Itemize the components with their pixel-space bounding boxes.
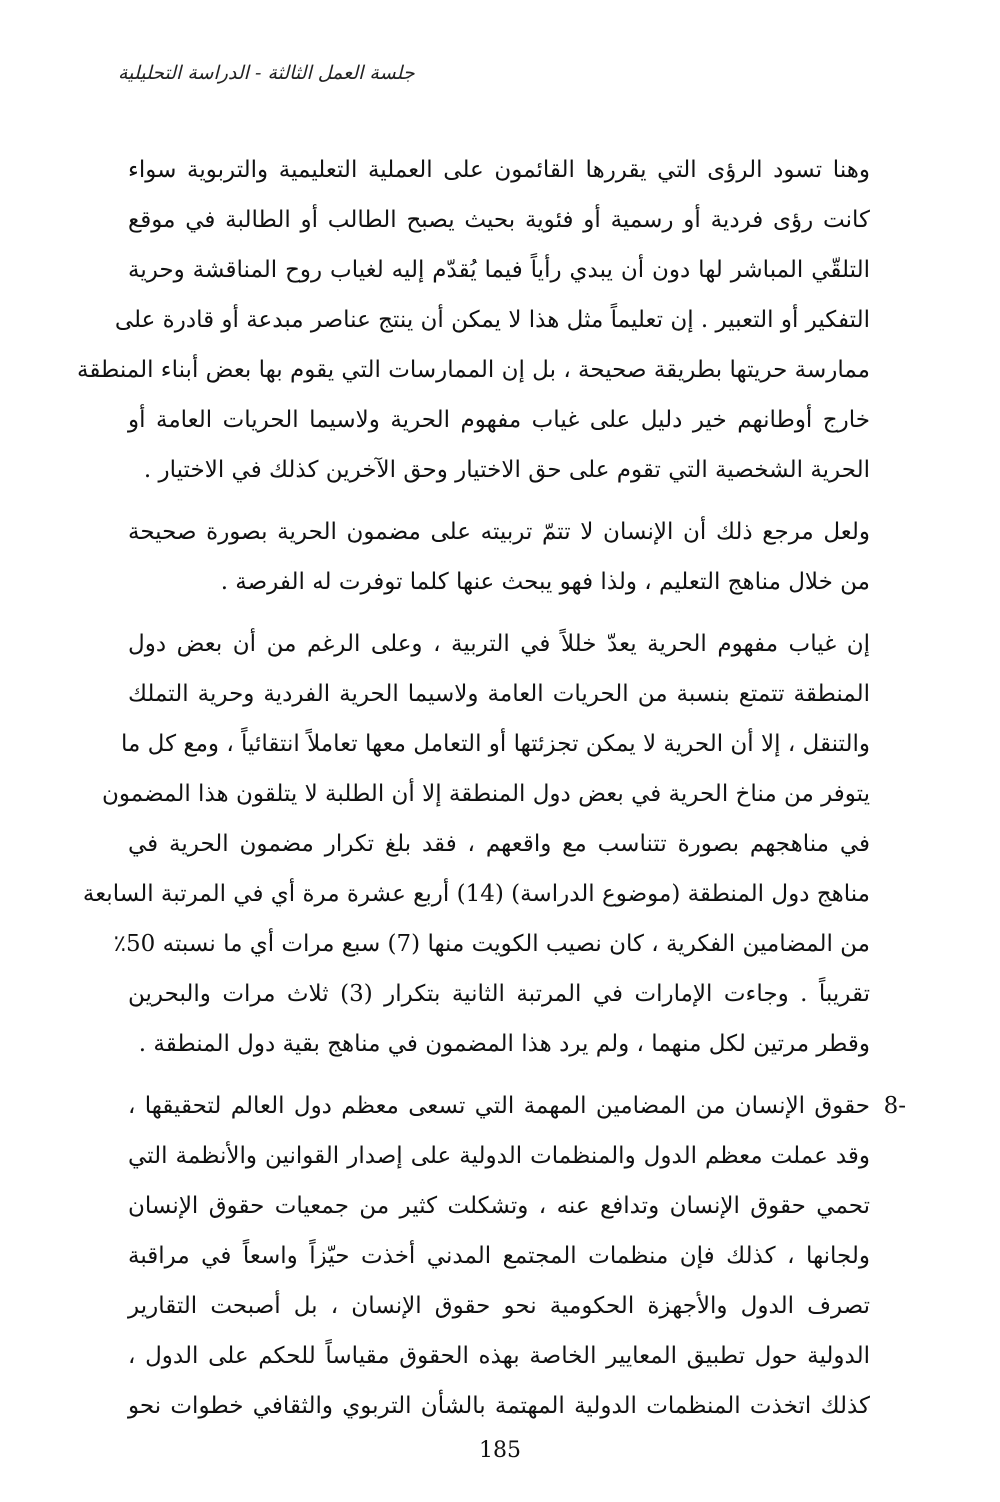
- text-line: إن غياب مفهوم الحرية يعدّ خللاً في التربية ، وعلى الرغم من أن بعض دول: [128, 631, 870, 657]
- text-line: من خلال مناهج التعليم ، ولذا فهو يبحث عنها كلما توفرت له الفرصة .: [220, 569, 870, 595]
- item-number: -8: [883, 1093, 906, 1119]
- text-line: في مناهجهم بصورة تتناسب مع واقعهم ، فقد بلغ تكرار مضمون الحرية في: [128, 831, 870, 857]
- text-line: من المضامين الفكرية ، كان نصيب الكويت منها (7) سبع مرات أي ما نسبته 50٪: [113, 931, 870, 957]
- text-line: كذلك اتخذت المنظمات الدولية المهتمة بالشأن التربوي والثقافي خطوات نحو: [128, 1393, 870, 1419]
- text-line: ولعل مرجع ذلك أن الإنسان لا تتمّ تربيته على مضمون الحرية بصورة صحيحة: [128, 519, 870, 545]
- text-line: تصرف الدول والأجهزة الحكومية نحو حقوق الإنسان ، بل أصبحت التقارير: [128, 1293, 870, 1319]
- text-line: تحمي حقوق الإنسان وتدافع عنه ، وتشكلت كثير من جمعيات حقوق الإنسان: [128, 1193, 870, 1219]
- body-text: [77, 145, 906, 1431]
- text-line: كانت رؤى فردية أو رسمية أو فئوية بحيث يصبح الطالب أو الطالبة في موقع: [128, 207, 870, 233]
- text-line: مناهج دول المنطقة (موضوع الدراسة) (14) أربع عشرة مرة أي في المرتبة السابعة: [82, 881, 870, 907]
- text-line: تقريباً . وجاءت الإمارات في المرتبة الثانية بتكرار (3) ثلاث مرات والبحرين: [128, 981, 870, 1007]
- paragraph-2: [128, 507, 870, 607]
- text-line: ولجانها ، كذلك فإن منظمات المجتمع المدني أخذت حيّزاً واسعاً في مراقبة: [128, 1243, 870, 1269]
- text-line: التفكير أو التعبير . إن تعليماً مثل هذا لا يمكن أن ينتج عناصر مبدعة أو قادرة على: [114, 307, 870, 333]
- text-line: وقطر مرتين لكل منهما ، ولم يرد هذا المضمون في مناهج بقية دول المنطقة .: [138, 1031, 870, 1057]
- text-line: والتنقل ، إلا أن الحرية لا يمكن تجزئتها أو التعامل معها تعاملاً انتقائياً ، ومع كل ما: [121, 731, 870, 757]
- text-line: وقد عملت معظم الدول والمنظمات الدولية على إصدار القوانين والأنظمة التي: [128, 1143, 870, 1169]
- paragraph-3: [82, 619, 870, 1069]
- text-line: وهنا تسود الرؤى التي يقررها القائمون على العملية التعليمية والتربوية سواء: [128, 157, 870, 183]
- paragraph-1: [77, 145, 870, 495]
- running-header: جلسة العمل الثالثة - الدراسة التحليلية: [118, 62, 415, 84]
- text-line: الحرية الشخصية التي تقوم على حق الاختيار وحق الآخرين كذلك في الاختيار .: [143, 457, 870, 483]
- text-line: ممارسة حريتها بطريقة صحيحة ، بل إن الممارسات التي يقوم بها بعض أبناء المنطقة: [77, 357, 870, 383]
- text-line: المنطقة تتمتع بنسبة من الحريات العامة ولاسيما الحرية الفردية وحرية التملك: [128, 681, 870, 707]
- text-line: خارج أوطانهم خير دليل على غياب مفهوم الحرية ولاسيما الحريات العامة أو: [128, 407, 870, 433]
- page-number: 185: [479, 1438, 521, 1463]
- text-line: الدولية حول تطبيق المعايير الخاصة بهذه الحقوق مقياساً للحكم على الدول ،: [128, 1343, 870, 1369]
- numbered-item-8: [128, 1081, 906, 1431]
- text-line: يتوفر من مناخ الحرية في بعض دول المنطقة إلا أن الطلبة لا يتلقون هذا المضمون: [102, 781, 870, 807]
- text-line: حقوق الإنسان من المضامين المهمة التي تسعى معظم دول العالم لتحقيقها ،: [128, 1093, 870, 1119]
- text-line: التلقّي المباشر لها دون أن يبدي رأياً فيما يُقدّم إليه لغياب روح المناقشة وحرية: [128, 257, 870, 283]
